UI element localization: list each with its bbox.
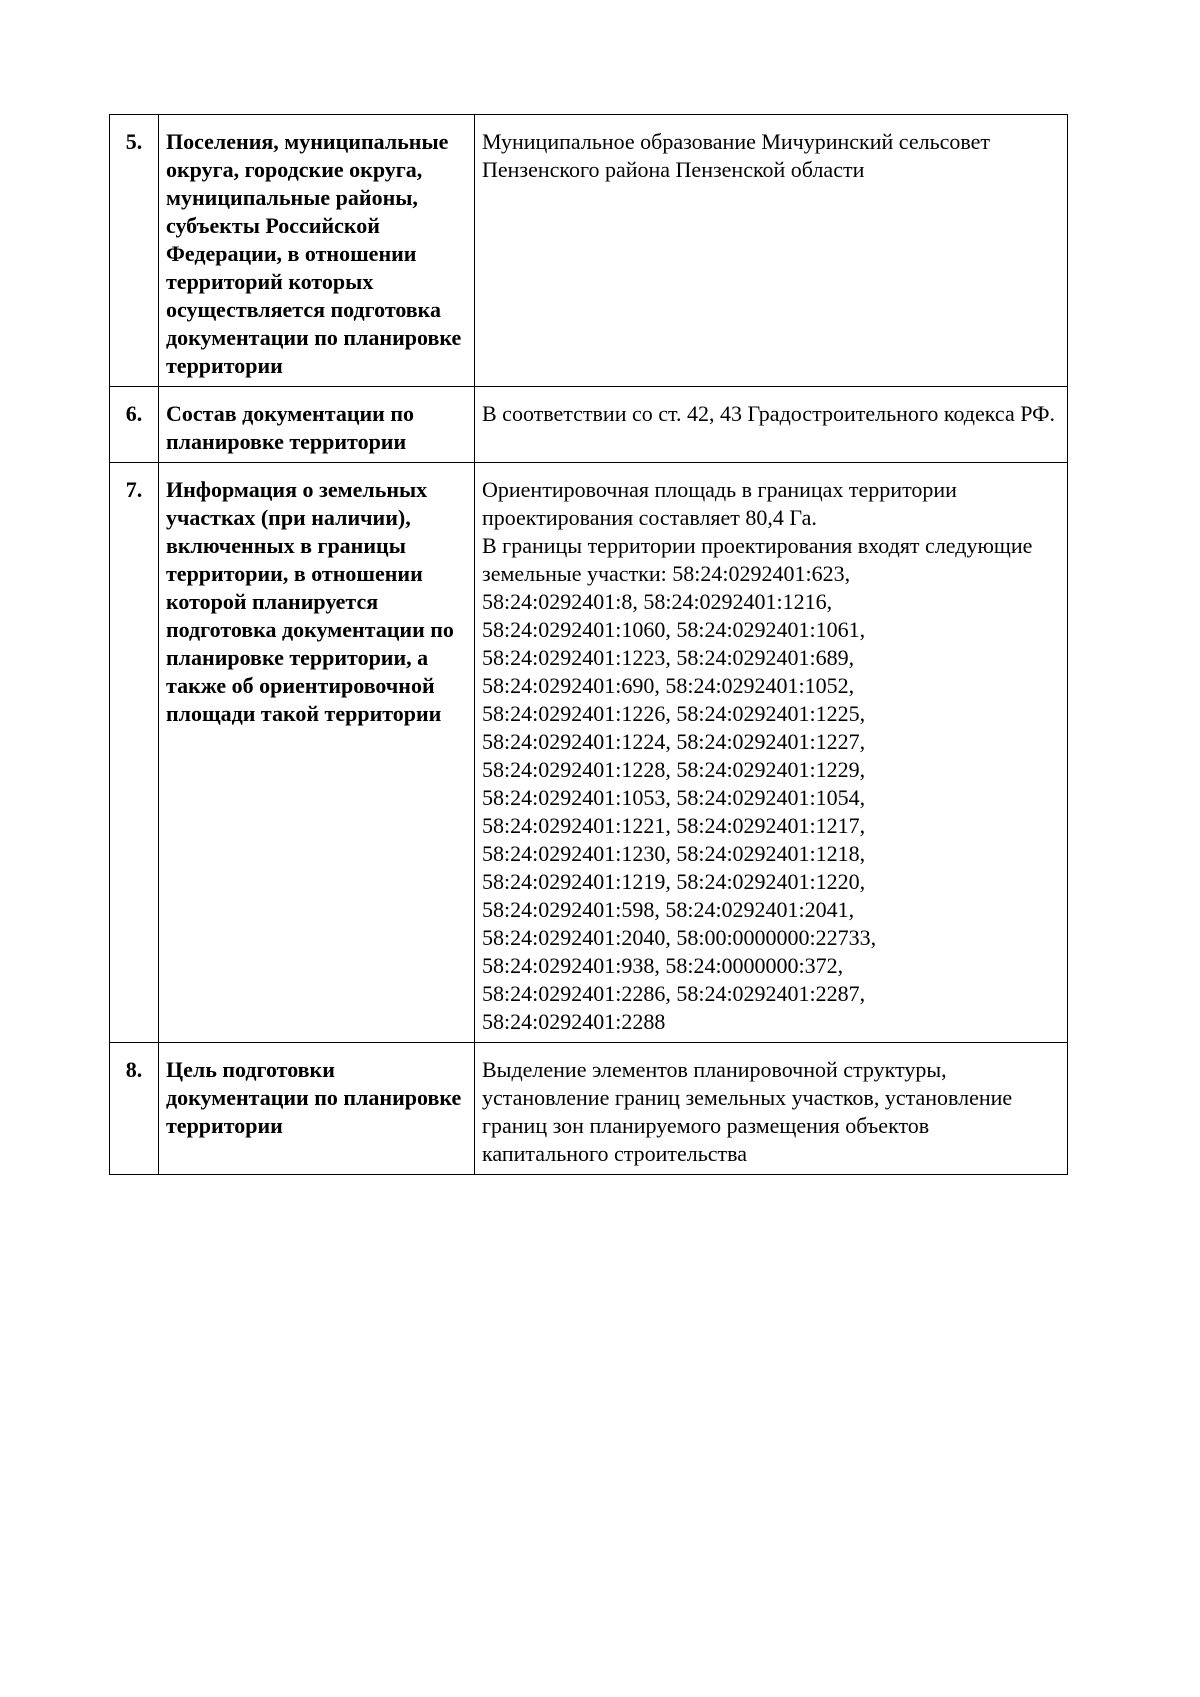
parcel-line: 58:24:0292401:1221, 58:24:0292401:1217, bbox=[482, 813, 866, 838]
parcel-line: 58:24:0292401:598, 58:24:0292401:2041, bbox=[482, 897, 855, 922]
parcel-line: 58:24:0292401:1226, 58:24:0292401:1225, bbox=[482, 701, 866, 726]
row-label: Поселения, муниципальные округа, городские округа, муниципальные районы, субъекты Российской Федерации, в отношении территорий которых осуществляется подготовка документации по планировке территории bbox=[159, 115, 475, 387]
row-value: Выделение элементов планировочной структуры, установление границ земельных участков, установление границ зон планируемого размещения объектов капитального строительства bbox=[475, 1043, 1068, 1175]
row-number: 8. bbox=[110, 1043, 159, 1175]
parcel-line: 58:24:0292401:1053, 58:24:0292401:1054, bbox=[482, 785, 866, 810]
row-number: 7. bbox=[110, 463, 159, 1043]
parcel-line: 58:24:0292401:8, 58:24:0292401:1216, bbox=[482, 589, 833, 614]
requirements-table bbox=[109, 114, 1068, 1175]
area-statement: Ориентировочная площадь в границах территории проектирования составляет 80,4 Га. bbox=[482, 477, 957, 530]
row-number: 5. bbox=[110, 115, 159, 387]
parcel-line: 58:24:0292401:1060, 58:24:0292401:1061, bbox=[482, 617, 866, 642]
row-value: В соответствии со ст. 42, 43 Градостроительного кодекса РФ. bbox=[475, 387, 1068, 463]
parcel-line: 58:24:0292401:1223, 58:24:0292401:689, bbox=[482, 645, 855, 670]
row-value-parcels bbox=[475, 463, 1068, 1043]
parcel-line: 58:24:0292401:1230, 58:24:0292401:1218, bbox=[482, 841, 866, 866]
parcel-line: 58:24:0292401:938, 58:24:0000000:372, bbox=[482, 953, 844, 978]
row-number: 6. bbox=[110, 387, 159, 463]
row-label: Информация о земельных участках (при наличии), включенных в границы территории, в отношении которой планируется подготовка документации по планировке территории, а также об ориентировочной площади такой территории bbox=[159, 463, 475, 1043]
parcel-line: 58:24:0292401:2288 bbox=[482, 1009, 666, 1034]
row-value: Муниципальное образование Мичуринский сельсовет Пензенского района Пензенской области bbox=[475, 115, 1068, 387]
parcel-line: 58:24:0292401:2286, 58:24:0292401:2287, bbox=[482, 981, 866, 1006]
parcel-line: 58:24:0292401:1219, 58:24:0292401:1220, bbox=[482, 869, 866, 894]
table-row bbox=[110, 463, 1068, 1043]
table-row bbox=[110, 1043, 1068, 1175]
parcel-line: 58:24:0292401:690, 58:24:0292401:1052, bbox=[482, 673, 855, 698]
table-row bbox=[110, 387, 1068, 463]
table-row bbox=[110, 115, 1068, 387]
parcel-line: 58:24:0292401:2040, 58:00:0000000:22733, bbox=[482, 925, 877, 950]
row-label: Цель подготовки документации по планировке территории bbox=[159, 1043, 475, 1175]
parcel-list-heading: В границы территории проектирования входят следующие земельные участки: 58:24:0292401:623, bbox=[482, 533, 1033, 586]
parcel-line: 58:24:0292401:1224, 58:24:0292401:1227, bbox=[482, 729, 866, 754]
row-label: Состав документации по планировке территории bbox=[159, 387, 475, 463]
parcel-line: 58:24:0292401:1228, 58:24:0292401:1229, bbox=[482, 757, 866, 782]
